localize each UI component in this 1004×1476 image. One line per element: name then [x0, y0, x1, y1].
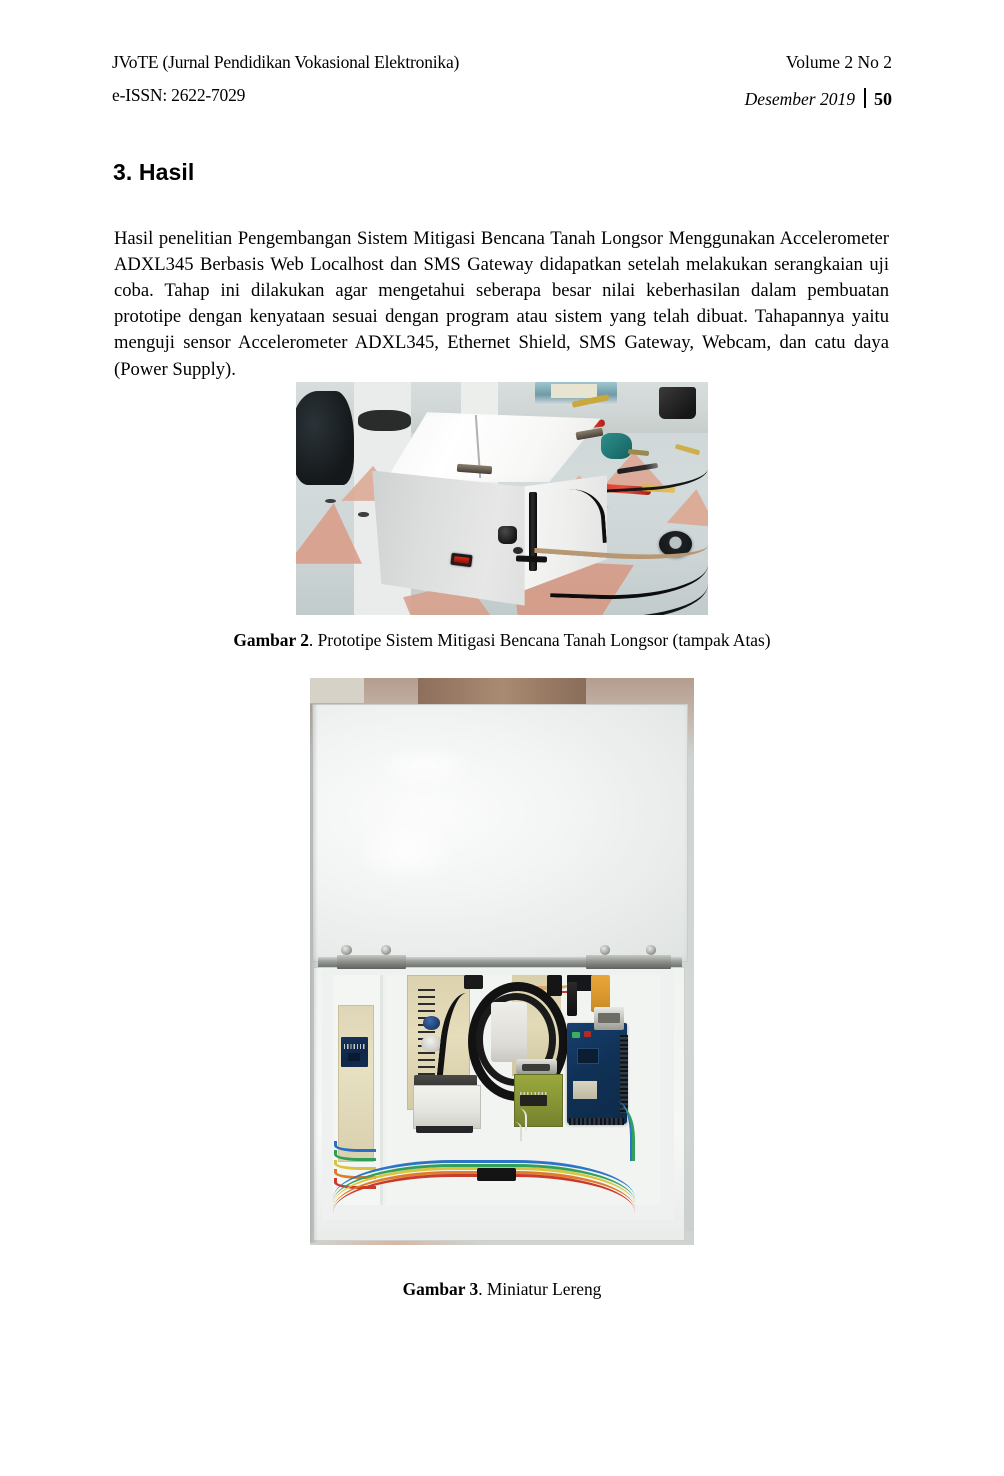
photo-slope-miniature-interior: [310, 678, 694, 1245]
hinge-plate: [586, 955, 670, 969]
cable-core-component: [491, 1002, 527, 1062]
sd-card-slot: [573, 1081, 596, 1099]
hinge-plate: [337, 955, 406, 969]
wooden-surface: [418, 678, 587, 706]
figure-2-title: Prototipe Sistem Mitigasi Bencana Tanah Longsor (tampak Atas): [317, 630, 771, 650]
issn: e-ISSN: 2622-7029: [112, 85, 246, 105]
issue-date-and-page: [745, 85, 892, 110]
header-pins: [620, 1035, 628, 1113]
lid-highlight: [380, 746, 470, 787]
floor-screw: [325, 499, 336, 503]
header-row-1: [112, 52, 892, 85]
figure-2-image: [296, 382, 708, 615]
figure-2-label: Gambar 2: [233, 630, 309, 650]
dark-bag: [296, 391, 354, 484]
edge-shadow: [310, 704, 318, 1243]
figure-3-separator: .: [478, 1279, 487, 1299]
microcontroller-chip: [577, 1048, 598, 1064]
cable-plug: [464, 975, 483, 989]
rj45-jack: [594, 1007, 624, 1030]
header-divider: [864, 88, 866, 108]
wooden-mounting-plate: [338, 1005, 374, 1162]
panel-knob: [498, 526, 517, 543]
cable-plug: [547, 975, 562, 996]
figure-3-image: [310, 678, 694, 1245]
volume-issue: Volume 2 No 2: [785, 52, 892, 72]
antenna-base: [516, 555, 547, 562]
body-paragraph: Hasil penelitian Pengembangan Sistem Mitigasi Bencana Tanah Longsor Menggunakan Accelerometer ADXL345 Berbasis Web Localhost dan SMS Gateway didapatkan setelah melakukan serangkaian uji coba. Tahap ini dilakukan agar mengetahui seberapa besar nilai keberhasilan dalam pembuatan prototipe dengan kenyataan sesuai dengan program atau sistem yang telah dibuat. Tahapannya yaitu menguji sensor Accelerometer ADXL345, Ethernet Shield, SMS Gateway, Webcam, dan catu daya (Power Supply).: [114, 227, 889, 380]
adxl345-sensor-board: [341, 1037, 368, 1067]
figure-3-label: Gambar 3: [402, 1279, 479, 1299]
status-led: [572, 1032, 580, 1038]
page-number: 50: [874, 89, 892, 109]
teal-soldering-tool: [601, 433, 632, 459]
jumper-wire-red: [333, 1174, 635, 1222]
enclosure-interior: [322, 970, 674, 1220]
figure-3-title: Miniatur Lereng: [486, 1279, 602, 1299]
cable-connector: [567, 982, 578, 1017]
hinge-screw: [600, 945, 610, 955]
hinge-screw: [341, 945, 351, 955]
section-heading: 3. Hasil: [113, 159, 195, 186]
photo-prototype-top-view: [296, 382, 708, 615]
header-row-2: [112, 85, 892, 118]
figure-2-separator: .: [308, 630, 318, 650]
journal-name: JVoTE (Jurnal Pendidikan Vokasional Elektronika): [112, 52, 460, 72]
hinge-screw: [381, 945, 391, 955]
figure-2-caption: [0, 630, 1004, 651]
jumper-connector-block: [477, 1168, 516, 1182]
issue-date: Desember 2019: [744, 89, 855, 109]
floor-screw: [358, 512, 369, 516]
enclosure-body: [313, 967, 685, 1241]
enclosure-lid: [312, 704, 688, 962]
status-led: [584, 1031, 591, 1037]
power-supply-transformer: [413, 1085, 481, 1128]
page-header: [112, 52, 892, 118]
white-wire: [503, 1122, 521, 1140]
transformer-base: [416, 1126, 474, 1134]
figure-3-caption: [0, 1279, 1004, 1300]
hinge-screw: [646, 945, 656, 955]
dark-equipment: [659, 387, 696, 420]
integrated-circuit: [520, 1095, 547, 1107]
lid-highlight: [357, 818, 454, 885]
background-object: [310, 678, 364, 703]
dark-object: [358, 410, 412, 431]
workbench-box: [551, 384, 596, 398]
jumper-wire: [610, 1106, 635, 1161]
jumper-ribbon-cable: [333, 1160, 635, 1205]
